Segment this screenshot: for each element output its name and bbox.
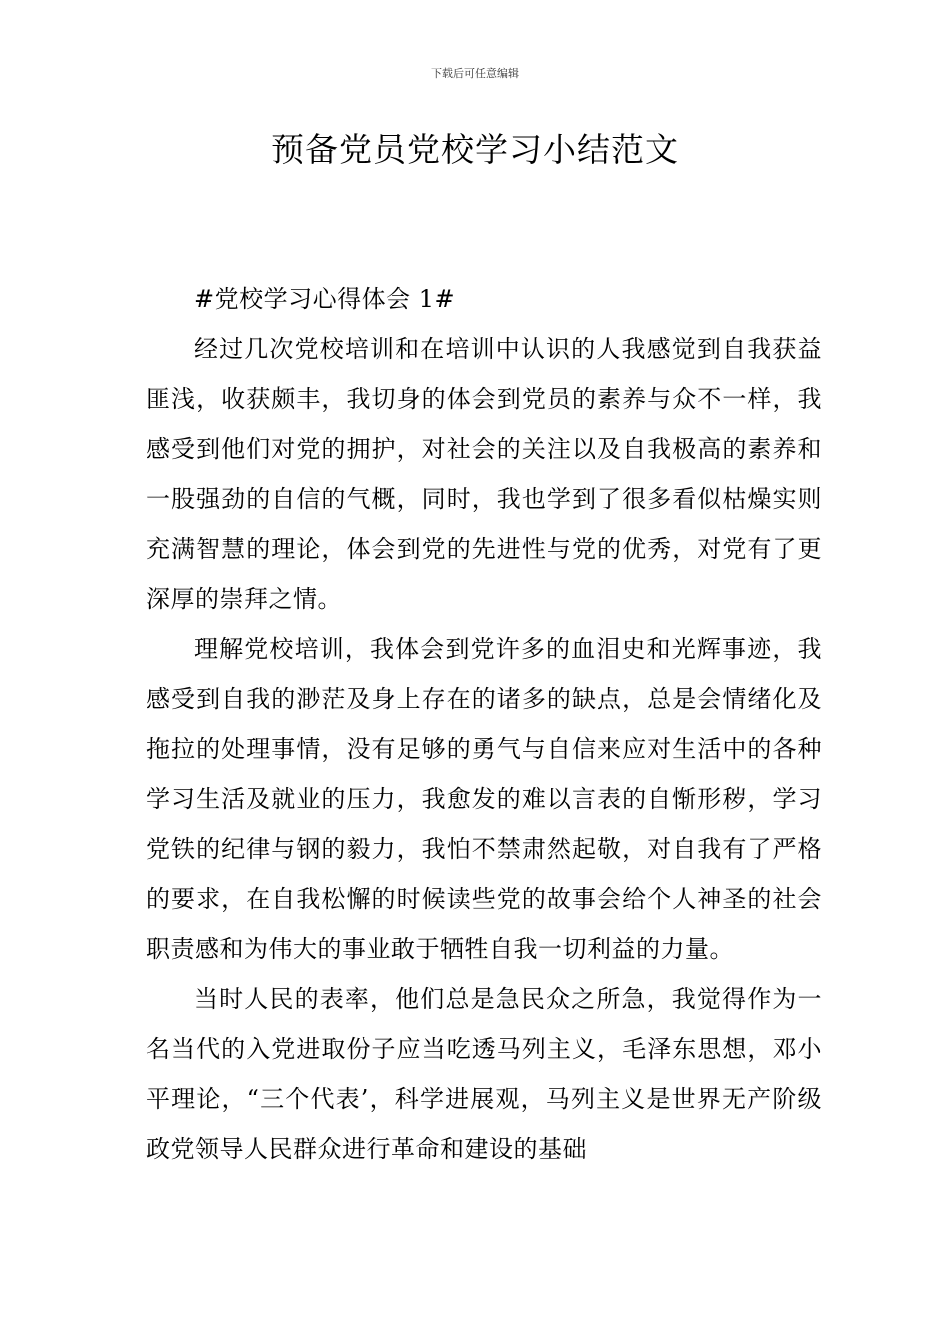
document-body: [146, 274, 822, 1174]
paragraph-1: 经过几次党校培训和在培训中认识的人我感觉到自我获益匪浅，收获颇丰，我切身的体会到党员的素养与众不一样，我感受到他们对党的拥护，对社会的关注以及自我极高的素养和一股强劲的自信的气概，同时，我也学到了很多看似枯燥实则充满智慧的理论，体会到党的先进性与党的优秀，对党有了更深厚的崇拜之情。: [146, 335, 822, 613]
header-note: 下载后可任意编辑: [431, 67, 519, 80]
document-title: 预备党员党校学习小结范文: [271, 130, 679, 169]
paragraph-2: 理解党校培训，我体会到党许多的血泪史和光辉事迹，我感受到自我的渺茫及身上存在的诸多的缺点，总是会情绪化及拖拉的处理事情，没有足够的勇气与自信来应对生活中的各种学习生活及就业的压力，我愈发的难以言表的自惭形秽，学习党铁的纪律与钢的毅力，我怕不禁肃然起敬，对自我有了严格的要求，在自我松懈的时候读些党的故事会给个人神圣的社会职责感和为伟大的事业敢于牺牲自我一切利益的力量。: [146, 635, 822, 963]
section-heading: #党校学习心得体会 1#: [194, 285, 456, 313]
paragraph-3: 当时人民的表率，他们总是急民众之所急，我觉得作为一名当代的入党进取份子应当吃透马列主义，毛泽东思想，邓小平理论，“三个代表’，科学进展观，马列主义是世界无产阶级政党领导人民群众进行革命和建设的基础: [146, 985, 822, 1163]
